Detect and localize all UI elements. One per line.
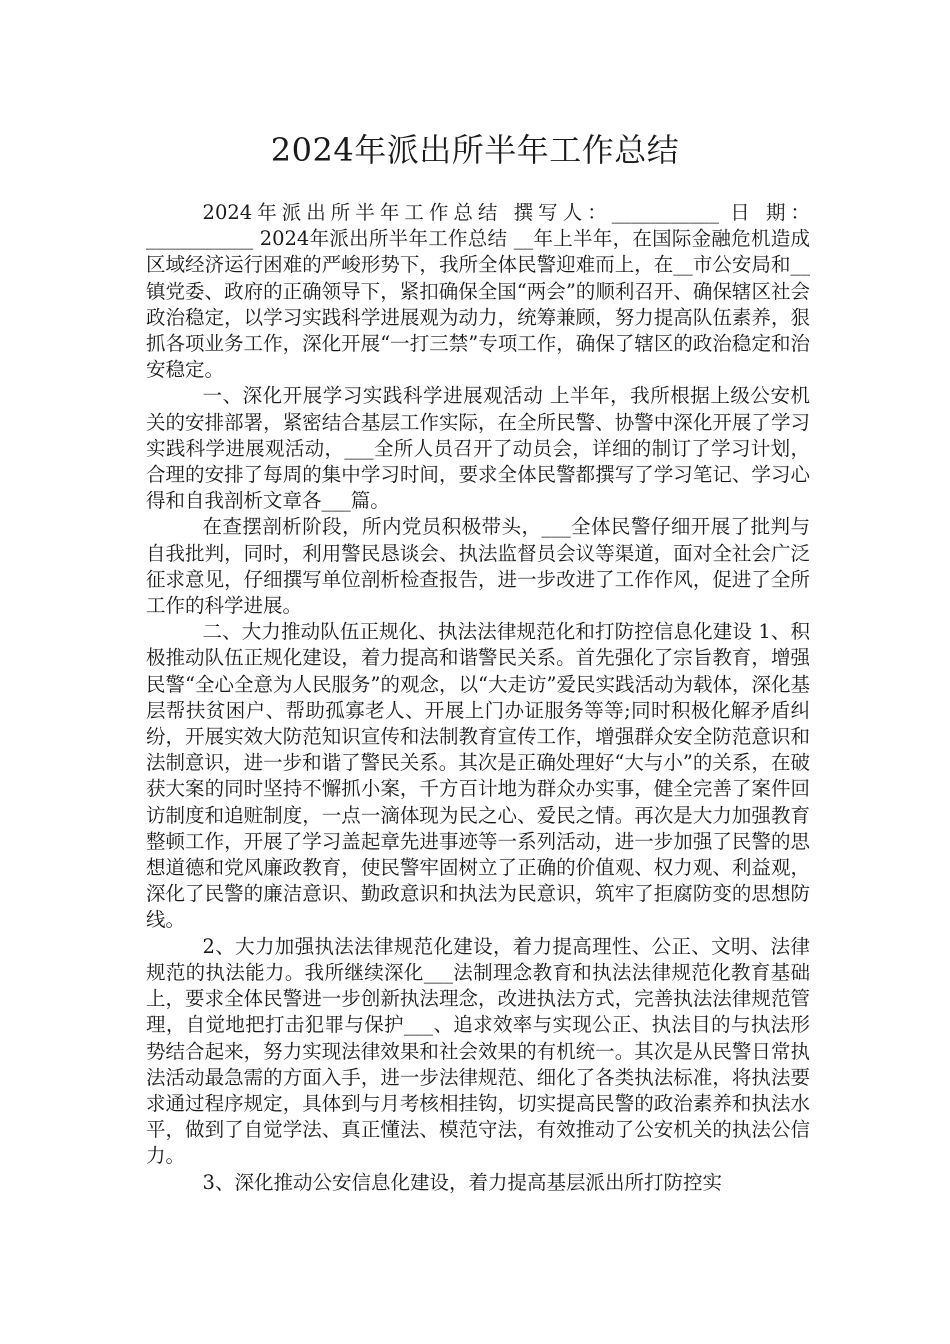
paragraph-intro: 2024年派出所半年工作总结 撰写人：___________ 日 期：___________ 2024年派出所半年工作总结 __年上半年，在国际金融危机造成区域经济运行困难的严峻形势下，我所全体民警迎难而上，在__市公安局和__镇党委、政府的正确领导下，紧扣确保全国“两会”的顺利召开、确保辖区社会政治稳定，以学习实践科学进展观为动力，统筹兼顾，努力提高队伍素养，狠抓各项业务工作，深化开展“一打三禁”专项工作，确保了辖区的政治稳定和治安稳定。	[146, 201, 810, 382]
paragraph-section-1-review: 在查摆剖析阶段，所内党员积极带头，___全体民警仔细开展了批判与自我批判，同时，利用警民恳谈会、执法监督员会议等渠道，面对全社会广泛征求意见，仔细撰写单位剖析检查报告，进一步改进了工作作风，促进了全所工作的科学进展。	[146, 515, 810, 618]
paragraph-section-2: 二、大力推动队伍正规化、执法法律规范化和打防控信息化建设 1、积极推动队伍正规化建设，着力提高和谐警民关系。首先强化了宗旨教育，增强民警“全心全意为人民服务”的观念，以“大走访”爱民实践活动为载体，深化基层帮扶贫困户、帮助孤寡老人、开展上门办证服务等等;同时积极化解矛盾纠纷，开展实效大防范知识宣传和法制教育宣传工作，增强群众安全防范意识和法制意识，进一步和谐了警民关系。其次是正确处理好“大与小”的关系，在破获大案的同时坚持不懈抓小案，千方百计地为群众办实事，健全完善了案件回访制度和追赃制度，一点一滴体现为民之心、爱民之情。再次是大力加强教育整顿工作，开展了学习盖起章先进事迹等一系列活动，进一步加强了民警的思想道德和党风廉政教育，使民警牢固树立了正确的价值观、权力观、利益观，深化了民警的廉洁意识、勤政意识和执法为民意识，筑牢了拒腐防变的思想防线。	[146, 620, 810, 932]
document-body	[146, 200, 810, 1196]
paragraph-section-1: 一、深化开展学习实践科学进展观活动 上半年，我所根据上级公安机关的安排部署，紧密结合基层工作实际，在全所民警、协警中深化开展了学习实践科学进展观活动，___全所人员召开了动员会，详细的制订了学习计划，合理的安排了每周的集中学习时间，要求全体民警都撰写了学习笔记、学习心得和自我剖析文章各___篇。	[146, 384, 810, 513]
paragraph-section-2-item-3: 3、深化推动公安信息化建设，着力提高基层派出所打防控实	[202, 1170, 722, 1194]
paragraph-section-2-item-2: 2、大力加强执法法律规范化建设，着力提高理性、公正、文明、法律规范的执法能力。我所继续深化___法制理念教育和执法法律规范化教育基础上，要求全体民警进一步创新执法理念，改进执法方式，完善执法法律规范管理，自觉地把打击犯罪与保护___、追求效率与实现公正、执法目的与执法形势结合起来，努力实现法律效果和社会效果的有机统一。其次是从民警日常执法活动最急需的方面入手，进一步法律规范、细化了各类执法标准，将执法要求通过程序规定，具体到与月考核相挂钩，切实提高民警的政治素养和执法水平，做到了自觉学法、真正懂法、模范守法，有效推动了公安机关的执法公信力。	[146, 934, 810, 1168]
document-title: 2024年派出所半年工作总结	[270, 131, 680, 169]
